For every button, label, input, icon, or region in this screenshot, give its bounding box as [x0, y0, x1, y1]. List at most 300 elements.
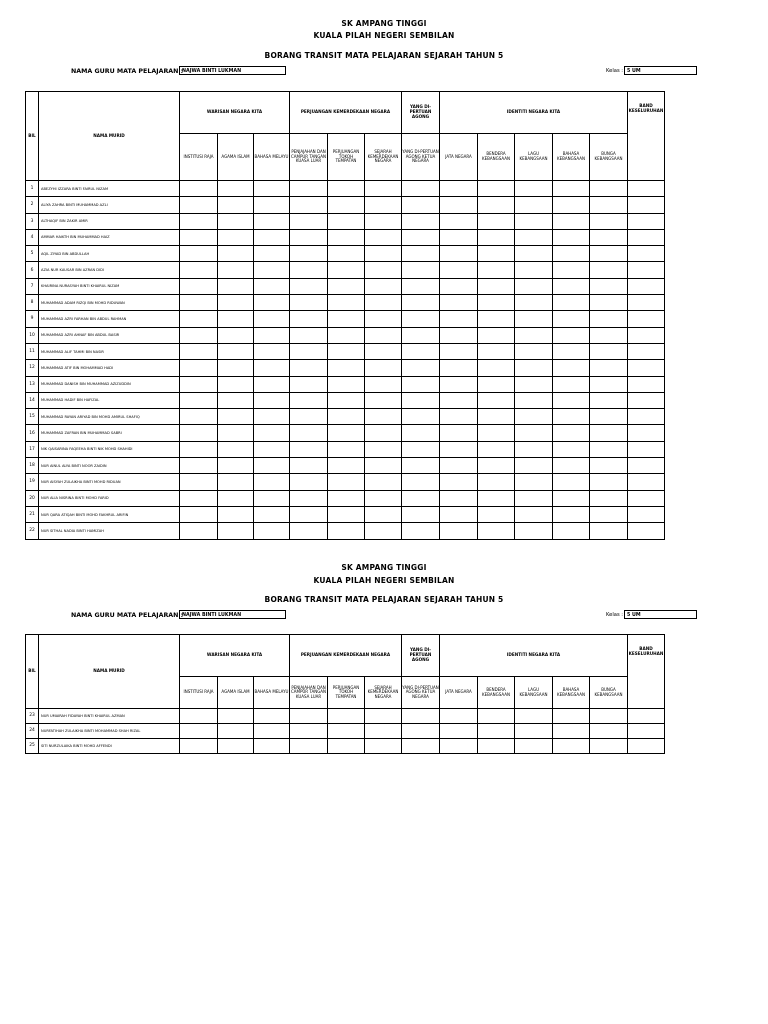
score-cell[interactable]	[590, 229, 628, 245]
score-cell[interactable]	[218, 724, 254, 739]
score-cell[interactable]	[590, 327, 628, 343]
score-cell[interactable]	[365, 327, 402, 343]
score-cell[interactable]	[628, 327, 665, 343]
score-cell[interactable]	[478, 311, 515, 327]
score-cell[interactable]	[365, 197, 402, 213]
score-cell[interactable]	[328, 458, 365, 474]
score-cell[interactable]	[515, 709, 553, 724]
score-cell[interactable]	[180, 360, 218, 376]
score-cell[interactable]	[440, 311, 478, 327]
score-cell[interactable]	[628, 246, 665, 262]
score-cell[interactable]	[180, 458, 218, 474]
score-cell[interactable]	[590, 392, 628, 408]
score-cell[interactable]	[180, 739, 218, 754]
teacher-field-2[interactable]: NAJWA BINTI LUKMAN	[179, 610, 286, 619]
score-cell[interactable]	[440, 523, 478, 539]
score-cell[interactable]	[290, 523, 328, 539]
score-cell[interactable]	[290, 392, 328, 408]
score-cell[interactable]	[180, 376, 218, 392]
score-cell[interactable]	[628, 458, 665, 474]
score-cell[interactable]	[478, 360, 515, 376]
score-cell[interactable]	[328, 441, 365, 457]
score-cell[interactable]	[218, 709, 254, 724]
score-cell[interactable]	[553, 295, 590, 311]
score-cell[interactable]	[365, 181, 402, 197]
score-cell[interactable]	[402, 197, 440, 213]
score-cell[interactable]	[180, 181, 218, 197]
score-cell[interactable]	[478, 229, 515, 245]
score-cell[interactable]	[515, 474, 553, 490]
score-cell[interactable]	[254, 458, 290, 474]
score-cell[interactable]	[590, 360, 628, 376]
score-cell[interactable]	[515, 197, 553, 213]
score-cell[interactable]	[402, 490, 440, 506]
score-cell[interactable]	[290, 360, 328, 376]
score-cell[interactable]	[628, 724, 665, 739]
score-cell[interactable]	[254, 181, 290, 197]
score-cell[interactable]	[218, 327, 254, 343]
score-cell[interactable]	[328, 425, 365, 441]
score-cell[interactable]	[254, 229, 290, 245]
score-cell[interactable]	[290, 490, 328, 506]
score-cell[interactable]	[180, 523, 218, 539]
score-cell[interactable]	[478, 523, 515, 539]
score-cell[interactable]	[218, 213, 254, 229]
score-cell[interactable]	[590, 197, 628, 213]
score-cell[interactable]	[402, 709, 440, 724]
score-cell[interactable]	[365, 506, 402, 522]
score-cell[interactable]	[478, 262, 515, 278]
score-cell[interactable]	[218, 197, 254, 213]
score-cell[interactable]	[628, 360, 665, 376]
score-cell[interactable]	[478, 246, 515, 262]
score-cell[interactable]	[478, 197, 515, 213]
score-cell[interactable]	[440, 295, 478, 311]
score-cell[interactable]	[328, 739, 365, 754]
score-cell[interactable]	[290, 213, 328, 229]
score-cell[interactable]	[328, 392, 365, 408]
score-cell[interactable]	[328, 490, 365, 506]
score-cell[interactable]	[515, 739, 553, 754]
score-cell[interactable]	[553, 278, 590, 294]
score-cell[interactable]	[290, 709, 328, 724]
score-cell[interactable]	[590, 278, 628, 294]
score-cell[interactable]	[515, 246, 553, 262]
score-cell[interactable]	[515, 392, 553, 408]
score-cell[interactable]	[328, 376, 365, 392]
score-cell[interactable]	[218, 376, 254, 392]
score-cell[interactable]	[553, 441, 590, 457]
score-cell[interactable]	[365, 229, 402, 245]
score-cell[interactable]	[515, 441, 553, 457]
score-cell[interactable]	[402, 213, 440, 229]
score-cell[interactable]	[180, 425, 218, 441]
score-cell[interactable]	[328, 506, 365, 522]
score-cell[interactable]	[328, 409, 365, 425]
score-cell[interactable]	[628, 739, 665, 754]
score-cell[interactable]	[254, 425, 290, 441]
score-cell[interactable]	[218, 441, 254, 457]
score-cell[interactable]	[328, 360, 365, 376]
score-cell[interactable]	[440, 343, 478, 359]
score-cell[interactable]	[628, 197, 665, 213]
score-cell[interactable]	[590, 425, 628, 441]
score-cell[interactable]	[290, 458, 328, 474]
score-cell[interactable]	[254, 490, 290, 506]
score-cell[interactable]	[328, 327, 365, 343]
score-cell[interactable]	[402, 295, 440, 311]
score-cell[interactable]	[365, 295, 402, 311]
score-cell[interactable]	[478, 392, 515, 408]
score-cell[interactable]	[254, 392, 290, 408]
score-cell[interactable]	[515, 376, 553, 392]
score-cell[interactable]	[254, 246, 290, 262]
score-cell[interactable]	[365, 425, 402, 441]
score-cell[interactable]	[402, 311, 440, 327]
score-cell[interactable]	[440, 360, 478, 376]
score-cell[interactable]	[553, 425, 590, 441]
score-cell[interactable]	[478, 409, 515, 425]
score-cell[interactable]	[402, 409, 440, 425]
score-cell[interactable]	[328, 523, 365, 539]
score-cell[interactable]	[590, 213, 628, 229]
score-cell[interactable]	[440, 181, 478, 197]
score-cell[interactable]	[440, 327, 478, 343]
score-cell[interactable]	[218, 506, 254, 522]
score-cell[interactable]	[515, 409, 553, 425]
score-cell[interactable]	[180, 278, 218, 294]
score-cell[interactable]	[402, 343, 440, 359]
score-cell[interactable]	[365, 278, 402, 294]
score-cell[interactable]	[290, 311, 328, 327]
score-cell[interactable]	[590, 739, 628, 754]
score-cell[interactable]	[180, 724, 218, 739]
score-cell[interactable]	[590, 724, 628, 739]
score-cell[interactable]	[328, 213, 365, 229]
score-cell[interactable]	[402, 523, 440, 539]
score-cell[interactable]	[254, 709, 290, 724]
score-cell[interactable]	[440, 213, 478, 229]
score-cell[interactable]	[515, 425, 553, 441]
score-cell[interactable]	[402, 327, 440, 343]
score-cell[interactable]	[218, 262, 254, 278]
score-cell[interactable]	[478, 213, 515, 229]
score-cell[interactable]	[590, 295, 628, 311]
score-cell[interactable]	[628, 278, 665, 294]
score-cell[interactable]	[628, 376, 665, 392]
score-cell[interactable]	[590, 409, 628, 425]
score-cell[interactable]	[365, 739, 402, 754]
score-cell[interactable]	[515, 506, 553, 522]
score-cell[interactable]	[440, 278, 478, 294]
score-cell[interactable]	[254, 474, 290, 490]
score-cell[interactable]	[440, 425, 478, 441]
score-cell[interactable]	[515, 311, 553, 327]
score-cell[interactable]	[218, 490, 254, 506]
score-cell[interactable]	[180, 295, 218, 311]
score-cell[interactable]	[402, 392, 440, 408]
score-cell[interactable]	[218, 343, 254, 359]
score-cell[interactable]	[365, 376, 402, 392]
score-cell[interactable]	[180, 709, 218, 724]
score-cell[interactable]	[478, 739, 515, 754]
score-cell[interactable]	[590, 709, 628, 724]
score-cell[interactable]	[254, 343, 290, 359]
score-cell[interactable]	[478, 724, 515, 739]
score-cell[interactable]	[290, 409, 328, 425]
score-cell[interactable]	[290, 197, 328, 213]
score-cell[interactable]	[440, 262, 478, 278]
score-cell[interactable]	[180, 262, 218, 278]
class-field[interactable]: 5 UM	[624, 66, 697, 75]
score-cell[interactable]	[365, 213, 402, 229]
score-cell[interactable]	[218, 229, 254, 245]
score-cell[interactable]	[180, 197, 218, 213]
score-cell[interactable]	[628, 490, 665, 506]
score-cell[interactable]	[254, 739, 290, 754]
score-cell[interactable]	[590, 523, 628, 539]
score-cell[interactable]	[478, 490, 515, 506]
score-cell[interactable]	[254, 327, 290, 343]
score-cell[interactable]	[218, 360, 254, 376]
score-cell[interactable]	[478, 458, 515, 474]
score-cell[interactable]	[553, 724, 590, 739]
score-cell[interactable]	[440, 709, 478, 724]
score-cell[interactable]	[218, 311, 254, 327]
score-cell[interactable]	[180, 506, 218, 522]
score-cell[interactable]	[553, 262, 590, 278]
score-cell[interactable]	[440, 724, 478, 739]
score-cell[interactable]	[628, 441, 665, 457]
score-cell[interactable]	[628, 181, 665, 197]
score-cell[interactable]	[328, 295, 365, 311]
score-cell[interactable]	[290, 327, 328, 343]
score-cell[interactable]	[440, 409, 478, 425]
score-cell[interactable]	[402, 360, 440, 376]
score-cell[interactable]	[440, 392, 478, 408]
score-cell[interactable]	[553, 327, 590, 343]
score-cell[interactable]	[290, 181, 328, 197]
teacher-field[interactable]: NAJWA BINTI LUKMAN	[179, 66, 286, 75]
score-cell[interactable]	[440, 229, 478, 245]
score-cell[interactable]	[590, 181, 628, 197]
score-cell[interactable]	[402, 724, 440, 739]
score-cell[interactable]	[290, 724, 328, 739]
score-cell[interactable]	[440, 474, 478, 490]
score-cell[interactable]	[290, 506, 328, 522]
score-cell[interactable]	[628, 213, 665, 229]
score-cell[interactable]	[440, 246, 478, 262]
score-cell[interactable]	[553, 246, 590, 262]
score-cell[interactable]	[515, 262, 553, 278]
score-cell[interactable]	[365, 246, 402, 262]
score-cell[interactable]	[180, 474, 218, 490]
score-cell[interactable]	[365, 523, 402, 539]
score-cell[interactable]	[365, 458, 402, 474]
score-cell[interactable]	[180, 343, 218, 359]
score-cell[interactable]	[290, 278, 328, 294]
score-cell[interactable]	[365, 709, 402, 724]
score-cell[interactable]	[254, 262, 290, 278]
score-cell[interactable]	[254, 506, 290, 522]
score-cell[interactable]	[218, 425, 254, 441]
score-cell[interactable]	[254, 441, 290, 457]
score-cell[interactable]	[402, 739, 440, 754]
score-cell[interactable]	[628, 474, 665, 490]
score-cell[interactable]	[553, 376, 590, 392]
score-cell[interactable]	[328, 181, 365, 197]
score-cell[interactable]	[628, 523, 665, 539]
score-cell[interactable]	[628, 425, 665, 441]
score-cell[interactable]	[328, 474, 365, 490]
score-cell[interactable]	[218, 739, 254, 754]
score-cell[interactable]	[590, 246, 628, 262]
score-cell[interactable]	[515, 458, 553, 474]
score-cell[interactable]	[628, 506, 665, 522]
score-cell[interactable]	[553, 523, 590, 539]
score-cell[interactable]	[402, 376, 440, 392]
score-cell[interactable]	[440, 197, 478, 213]
score-cell[interactable]	[402, 278, 440, 294]
score-cell[interactable]	[328, 262, 365, 278]
score-cell[interactable]	[254, 523, 290, 539]
score-cell[interactable]	[254, 311, 290, 327]
score-cell[interactable]	[628, 295, 665, 311]
score-cell[interactable]	[365, 474, 402, 490]
score-cell[interactable]	[180, 441, 218, 457]
score-cell[interactable]	[628, 262, 665, 278]
score-cell[interactable]	[628, 311, 665, 327]
score-cell[interactable]	[180, 327, 218, 343]
score-cell[interactable]	[515, 229, 553, 245]
score-cell[interactable]	[440, 490, 478, 506]
score-cell[interactable]	[590, 474, 628, 490]
score-cell[interactable]	[254, 213, 290, 229]
score-cell[interactable]	[290, 229, 328, 245]
score-cell[interactable]	[628, 229, 665, 245]
score-cell[interactable]	[478, 343, 515, 359]
score-cell[interactable]	[515, 490, 553, 506]
score-cell[interactable]	[478, 506, 515, 522]
score-cell[interactable]	[478, 709, 515, 724]
score-cell[interactable]	[290, 262, 328, 278]
score-cell[interactable]	[254, 278, 290, 294]
score-cell[interactable]	[218, 246, 254, 262]
score-cell[interactable]	[254, 197, 290, 213]
score-cell[interactable]	[365, 724, 402, 739]
score-cell[interactable]	[553, 506, 590, 522]
score-cell[interactable]	[553, 311, 590, 327]
score-cell[interactable]	[553, 392, 590, 408]
score-cell[interactable]	[218, 474, 254, 490]
score-cell[interactable]	[590, 506, 628, 522]
score-cell[interactable]	[553, 360, 590, 376]
score-cell[interactable]	[328, 311, 365, 327]
score-cell[interactable]	[180, 229, 218, 245]
score-cell[interactable]	[328, 709, 365, 724]
score-cell[interactable]	[590, 458, 628, 474]
score-cell[interactable]	[553, 490, 590, 506]
score-cell[interactable]	[402, 246, 440, 262]
score-cell[interactable]	[402, 441, 440, 457]
score-cell[interactable]	[365, 343, 402, 359]
score-cell[interactable]	[478, 327, 515, 343]
score-cell[interactable]	[553, 409, 590, 425]
score-cell[interactable]	[553, 458, 590, 474]
score-cell[interactable]	[553, 197, 590, 213]
score-cell[interactable]	[254, 360, 290, 376]
score-cell[interactable]	[290, 295, 328, 311]
score-cell[interactable]	[365, 441, 402, 457]
score-cell[interactable]	[628, 343, 665, 359]
score-cell[interactable]	[590, 376, 628, 392]
score-cell[interactable]	[328, 246, 365, 262]
score-cell[interactable]	[218, 523, 254, 539]
score-cell[interactable]	[254, 724, 290, 739]
class-field-2[interactable]: 5 UM	[624, 610, 697, 619]
score-cell[interactable]	[218, 181, 254, 197]
score-cell[interactable]	[590, 441, 628, 457]
score-cell[interactable]	[218, 278, 254, 294]
score-cell[interactable]	[290, 739, 328, 754]
score-cell[interactable]	[515, 295, 553, 311]
score-cell[interactable]	[290, 376, 328, 392]
score-cell[interactable]	[515, 523, 553, 539]
score-cell[interactable]	[478, 181, 515, 197]
score-cell[interactable]	[515, 327, 553, 343]
score-cell[interactable]	[478, 425, 515, 441]
score-cell[interactable]	[628, 709, 665, 724]
score-cell[interactable]	[515, 343, 553, 359]
score-cell[interactable]	[365, 311, 402, 327]
score-cell[interactable]	[478, 474, 515, 490]
score-cell[interactable]	[628, 409, 665, 425]
score-cell[interactable]	[328, 229, 365, 245]
score-cell[interactable]	[180, 246, 218, 262]
score-cell[interactable]	[402, 262, 440, 278]
score-cell[interactable]	[402, 474, 440, 490]
score-cell[interactable]	[180, 213, 218, 229]
score-cell[interactable]	[218, 409, 254, 425]
score-cell[interactable]	[180, 311, 218, 327]
score-cell[interactable]	[402, 229, 440, 245]
score-cell[interactable]	[254, 295, 290, 311]
score-cell[interactable]	[553, 343, 590, 359]
score-cell[interactable]	[515, 278, 553, 294]
score-cell[interactable]	[365, 262, 402, 278]
score-cell[interactable]	[478, 278, 515, 294]
score-cell[interactable]	[290, 425, 328, 441]
score-cell[interactable]	[328, 724, 365, 739]
score-cell[interactable]	[478, 441, 515, 457]
score-cell[interactable]	[515, 213, 553, 229]
score-cell[interactable]	[290, 246, 328, 262]
score-cell[interactable]	[180, 490, 218, 506]
score-cell[interactable]	[402, 425, 440, 441]
score-cell[interactable]	[365, 360, 402, 376]
score-cell[interactable]	[553, 474, 590, 490]
score-cell[interactable]	[290, 474, 328, 490]
score-cell[interactable]	[328, 197, 365, 213]
score-cell[interactable]	[590, 490, 628, 506]
score-cell[interactable]	[515, 724, 553, 739]
score-cell[interactable]	[515, 360, 553, 376]
score-cell[interactable]	[365, 392, 402, 408]
score-cell[interactable]	[290, 343, 328, 359]
score-cell[interactable]	[365, 409, 402, 425]
score-cell[interactable]	[365, 490, 402, 506]
score-cell[interactable]	[180, 409, 218, 425]
